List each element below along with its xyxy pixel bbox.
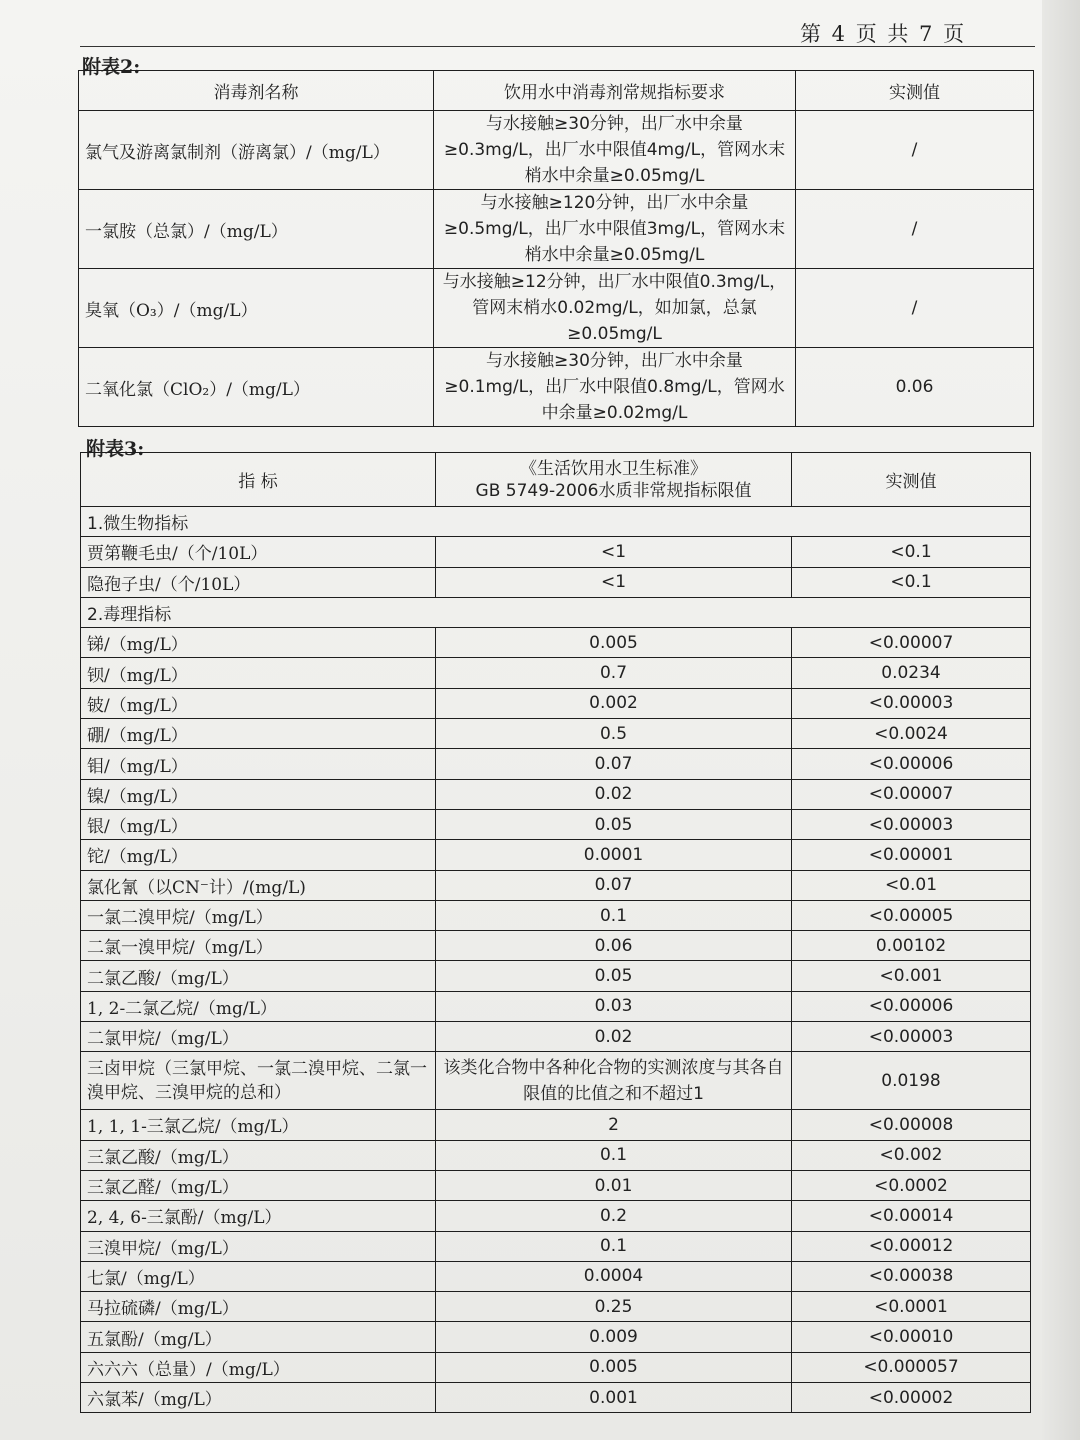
standard-title: 《生活饮用水卫生标准》 [520, 458, 707, 479]
limit-value: 0.5 [436, 719, 792, 749]
table-row [81, 1352, 1031, 1382]
table-row [79, 348, 1034, 427]
col-indicator: 指 标 [81, 453, 436, 507]
table-row [81, 1140, 1031, 1170]
limit-value: 0.0001 [436, 840, 792, 870]
table-row [81, 567, 1031, 597]
limit-value: <1 [436, 567, 792, 597]
indicator-name: 三卤甲烷（三氯甲烷、一氯二溴甲烷、二氯一溴甲烷、三溴甲烷的总和） [81, 1052, 436, 1110]
limit-value: 0.03 [436, 991, 792, 1021]
indicator-name: 三氯乙酸/（mg/L） [81, 1140, 436, 1170]
measured-value: 0.0198 [792, 1052, 1031, 1110]
table-row [81, 840, 1031, 870]
limit-value: 0.02 [436, 1022, 792, 1052]
limit-value: <1 [436, 537, 792, 567]
appendix3-header-row [81, 453, 1031, 507]
indicator-name: 马拉硫磷/（mg/L） [81, 1292, 436, 1322]
measured-value: 0.06 [796, 348, 1034, 427]
indicator-name: 三溴甲烷/（mg/L） [81, 1231, 436, 1261]
limit-value: 0.05 [436, 961, 792, 991]
limit-value: 0.25 [436, 1292, 792, 1322]
indicator-name: 银/（mg/L） [81, 809, 436, 839]
section-row [81, 507, 1031, 537]
measured-value: <0.00003 [792, 809, 1031, 839]
appendix3-label: 附表3: [86, 438, 145, 460]
header-divider [80, 46, 1035, 47]
disinfectant-name: 臭氧（O₃）/（mg/L） [79, 269, 434, 348]
measured-value: <0.1 [792, 567, 1031, 597]
table-row [79, 190, 1034, 269]
limit-value: 0.0004 [436, 1261, 792, 1291]
requirement-text: 与水接触≥30分钟，出厂水中余量≥0.1mg/L，出厂水中限值0.8mg/L，管网水中余量≥0.02mg/L [434, 348, 796, 427]
table-row [79, 269, 1034, 348]
table-row [81, 779, 1031, 809]
col-measured: 实测值 [796, 71, 1034, 111]
table-row [81, 900, 1031, 930]
section-microbiological: 1.微生物指标 [81, 507, 1031, 537]
limit-value: 0.009 [436, 1322, 792, 1352]
table-row [79, 111, 1034, 190]
table-row [81, 1022, 1031, 1052]
limit-value: 0.002 [436, 688, 792, 718]
page-indicator: 第 4 页 共 7 页 [800, 22, 967, 46]
measured-value: <0.00002 [792, 1383, 1031, 1413]
limit-value: 0.01 [436, 1170, 792, 1200]
table-row [81, 1231, 1031, 1261]
measured-value: <0.001 [792, 961, 1031, 991]
col-standard-limit [436, 453, 792, 507]
limit-value: 0.7 [436, 658, 792, 688]
measured-value: <0.00003 [792, 1022, 1031, 1052]
measured-value: 0.0234 [792, 658, 1031, 688]
measured-value: / [796, 269, 1034, 348]
table-row [81, 961, 1031, 991]
indicator-name: 2, 4, 6-三氯酚/（mg/L） [81, 1201, 436, 1231]
table-row [81, 1170, 1031, 1200]
table-row [81, 870, 1031, 900]
measured-value: <0.00008 [792, 1110, 1031, 1140]
section-toxicological: 2.毒理指标 [81, 597, 1031, 627]
limit-value: 2 [436, 1110, 792, 1140]
col-disinfectant-name: 消毒剂名称 [79, 71, 434, 111]
indicator-name: 锑/（mg/L） [81, 628, 436, 658]
table-row [81, 749, 1031, 779]
requirement-text: 与水接触≥120分钟，出厂水中余量≥0.5mg/L，出厂水中限值3mg/L，管网水末梢水中余量≥0.05mg/L [434, 190, 796, 269]
col-measured: 实测值 [792, 453, 1031, 507]
table-row [81, 809, 1031, 839]
measured-value: <0.00001 [792, 840, 1031, 870]
disinfectant-name: 氯气及游离氯制剂（游离氯）/（mg/L） [79, 111, 434, 190]
measured-value: <0.0001 [792, 1292, 1031, 1322]
limit-value: 0.07 [436, 870, 792, 900]
indicator-name: 五氯酚/（mg/L） [81, 1322, 436, 1352]
measured-value: <0.1 [792, 537, 1031, 567]
limit-value: 0.005 [436, 628, 792, 658]
indicator-name: 六六六（总量）/（mg/L） [81, 1352, 436, 1382]
measured-value: / [796, 190, 1034, 269]
appendix2-header-row [79, 71, 1034, 111]
table-row [81, 1110, 1031, 1140]
table-row [81, 1292, 1031, 1322]
table-row [81, 1052, 1031, 1110]
col-requirement: 饮用水中消毒剂常规指标要求 [434, 71, 796, 111]
indicator-name: 三氯乙醛/（mg/L） [81, 1170, 436, 1200]
indicator-name: 硼/（mg/L） [81, 719, 436, 749]
limit-value: 0.07 [436, 749, 792, 779]
indicator-name: 二氯一溴甲烷/（mg/L） [81, 931, 436, 961]
disinfectant-name: 二氧化氯（ClO₂）/（mg/L） [79, 348, 434, 427]
limit-value: 0.02 [436, 779, 792, 809]
measured-value: <0.000057 [792, 1352, 1031, 1382]
limit-value: 0.1 [436, 1140, 792, 1170]
paper-edge [1042, 0, 1080, 1440]
indicator-name: 二氯乙酸/（mg/L） [81, 961, 436, 991]
table-row [81, 1383, 1031, 1413]
limit-value: 0.001 [436, 1383, 792, 1413]
indicator-name: 1, 1, 1-三氯乙烷/（mg/L） [81, 1110, 436, 1140]
indicator-name: 铊/（mg/L） [81, 840, 436, 870]
indicator-name: 隐孢子虫/（个/10L） [81, 567, 436, 597]
indicator-name: 镍/（mg/L） [81, 779, 436, 809]
section-row [81, 597, 1031, 627]
table-row [81, 1261, 1031, 1291]
measured-value: <0.002 [792, 1140, 1031, 1170]
table-row [81, 931, 1031, 961]
measured-value: <0.00003 [792, 688, 1031, 718]
indicator-name: 1, 2-二氯乙烷/（mg/L） [81, 991, 436, 1021]
measured-value: <0.0002 [792, 1170, 1031, 1200]
standard-code: GB 5749-2006水质非常规指标限值 [475, 480, 752, 501]
indicator-name: 一氯二溴甲烷/（mg/L） [81, 900, 436, 930]
limit-value: 0.005 [436, 1352, 792, 1382]
indicator-name: 二氯甲烷/（mg/L） [81, 1022, 436, 1052]
appendix2-table [78, 70, 1034, 427]
measured-value: 0.00102 [792, 931, 1031, 961]
measured-value: / [796, 111, 1034, 190]
table-row [81, 1322, 1031, 1352]
indicator-name: 贾第鞭毛虫/（个/10L） [81, 537, 436, 567]
indicator-name: 钼/（mg/L） [81, 749, 436, 779]
appendix3-table [80, 452, 1031, 1413]
measured-value: <0.0024 [792, 719, 1031, 749]
table-row [81, 719, 1031, 749]
limit-value: 该类化合物中各种化合物的实测浓度与其各自限值的比值之和不超过1 [436, 1052, 792, 1110]
indicator-name: 七氯/（mg/L） [81, 1261, 436, 1291]
requirement-text: 与水接触≥30分钟，出厂水中余量≥0.3mg/L，出厂水中限值4mg/L，管网水末梢水中余量≥0.05mg/L [434, 111, 796, 190]
limit-value: 0.06 [436, 931, 792, 961]
indicator-name: 铍/（mg/L） [81, 688, 436, 718]
indicator-name: 钡/（mg/L） [81, 658, 436, 688]
measured-value: <0.00038 [792, 1261, 1031, 1291]
measured-value: <0.00007 [792, 628, 1031, 658]
limit-value: 0.1 [436, 1231, 792, 1261]
measured-value: <0.00006 [792, 991, 1031, 1021]
table-row [81, 537, 1031, 567]
disinfectant-name: 一氯胺（总氯）/（mg/L） [79, 190, 434, 269]
limit-value: 0.05 [436, 809, 792, 839]
table-row [81, 628, 1031, 658]
measured-value: <0.00005 [792, 900, 1031, 930]
table-row [81, 991, 1031, 1021]
indicator-name: 六氯苯/（mg/L） [81, 1383, 436, 1413]
measured-value: <0.01 [792, 870, 1031, 900]
limit-value: 0.1 [436, 900, 792, 930]
table-row [81, 658, 1031, 688]
measured-value: <0.00007 [792, 779, 1031, 809]
measured-value: <0.00012 [792, 1231, 1031, 1261]
appendix2-label: 附表2: [82, 56, 141, 78]
table-row [81, 1201, 1031, 1231]
measured-value: <0.00014 [792, 1201, 1031, 1231]
indicator-name: 氯化氰（以CN⁻计）/(mg/L) [81, 870, 436, 900]
measured-value: <0.00006 [792, 749, 1031, 779]
limit-value: 0.2 [436, 1201, 792, 1231]
table-row [81, 688, 1031, 718]
requirement-text: 与水接触≥12分钟，出厂水中限值0.3mg/L，管网末梢水0.02mg/L，如加氯，总氯≥0.05mg/L [434, 269, 796, 348]
measured-value: <0.00010 [792, 1322, 1031, 1352]
